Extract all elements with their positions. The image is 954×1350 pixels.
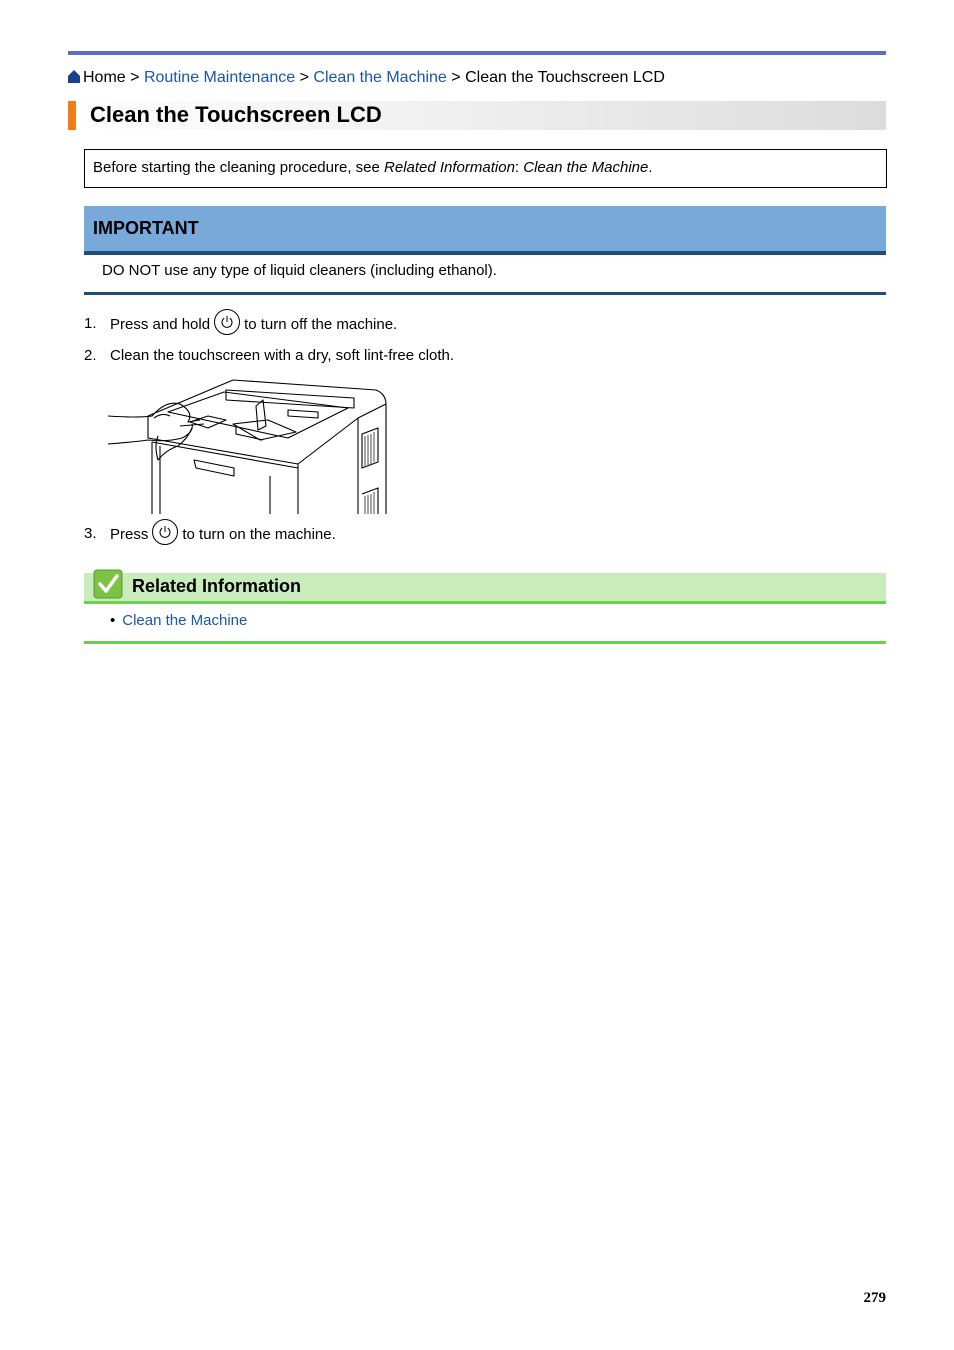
important-heading-bar (84, 206, 886, 255)
step-number: 3. (84, 525, 97, 542)
note-ref-clean-the-machine: Clean the Machine (523, 159, 649, 176)
note-suffix: . (648, 159, 653, 176)
step-text: Press (110, 525, 149, 543)
step-text: Clean the touchscreen with a dry, soft lint-free cloth. (110, 347, 455, 364)
note-ref-related-information: Related Information (384, 159, 515, 176)
note-text (93, 159, 653, 177)
breadcrumb-separator: > (130, 69, 140, 86)
breadcrumb-separator: > (299, 69, 309, 86)
step-text: to turn on the machine. (182, 525, 336, 543)
breadcrumb-clean-the-machine[interactable]: Clean the Machine (313, 69, 447, 86)
page-number: 279 (863, 1290, 886, 1306)
bullet: • (110, 612, 116, 629)
breadcrumb-home[interactable]: Home (83, 69, 126, 86)
breadcrumb-routine-maintenance[interactable]: Routine Maintenance (143, 69, 296, 86)
step-text: Press and hold (110, 315, 211, 333)
step-text: to turn off the machine. (244, 315, 398, 333)
breadcrumb-separator: > (451, 69, 461, 86)
breadcrumb-current: Clean the Touchscreen LCD (465, 69, 665, 86)
title-bar (68, 101, 886, 130)
checkmark-icon (93, 569, 123, 599)
power-icon (214, 309, 240, 335)
note-box (84, 149, 887, 188)
title-accent (68, 101, 76, 130)
related-link-clean-the-machine[interactable]: Clean the Machine (122, 612, 248, 629)
related-list-item (110, 612, 247, 630)
related-information-heading: Related Information (132, 576, 302, 596)
important-heading: IMPORTANT (93, 218, 199, 238)
note-colon: : (514, 159, 524, 176)
page-title: Clean the Touchscreen LCD (90, 102, 382, 127)
related-rule (84, 641, 886, 644)
related-information-bar (84, 573, 886, 604)
home-icon (68, 70, 80, 83)
top-rule (68, 51, 886, 55)
important-rule (84, 292, 886, 295)
important-text: DO NOT use any type of liquid cleaners (including ethanol). (102, 262, 497, 279)
printer-cleaning-illustration (108, 376, 388, 514)
note-prefix: Before starting the cleaning procedure, see (93, 159, 385, 176)
breadcrumb (68, 68, 665, 88)
step-number: 2. (84, 347, 97, 364)
power-icon (152, 519, 178, 545)
step-number: 1. (84, 315, 97, 332)
